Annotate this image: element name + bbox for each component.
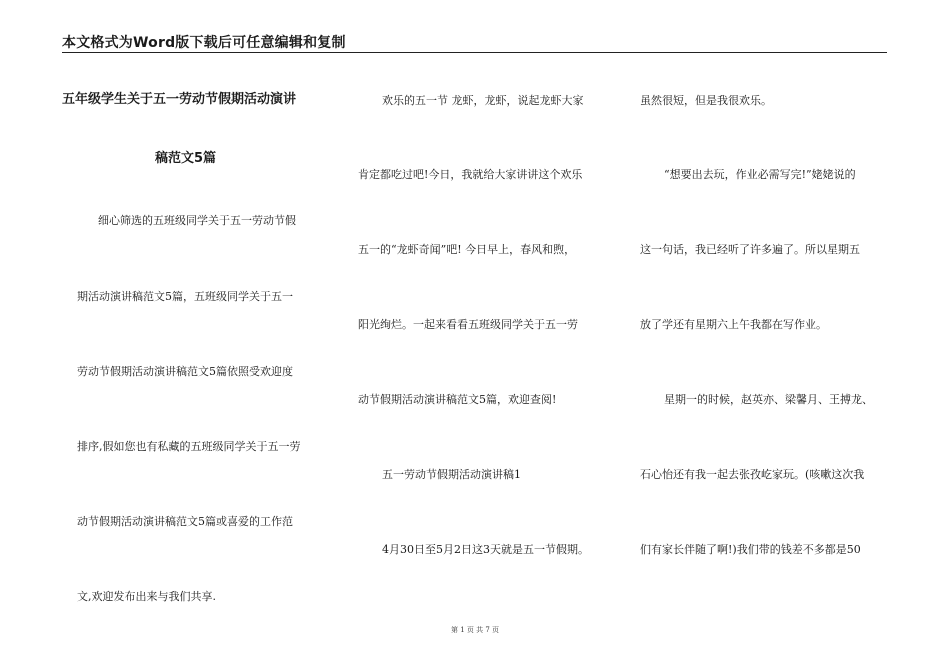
body-line: 细心筛选的五班级同学关于五一劳动节假 bbox=[98, 214, 296, 227]
body-line: 阳光绚烂。一起来看看五班级同学关于五一劳 bbox=[358, 318, 578, 331]
body-line: 劳动节假期活动演讲稿范文5篇依照受欢迎度 bbox=[77, 365, 293, 378]
body-line: “想要出去玩，作业必需写完!”姥姥说的 bbox=[664, 168, 856, 181]
body-line: 动节假期活动演讲稿范文5篇，欢迎查阅! bbox=[358, 393, 557, 406]
title-line-2: 稿范文5篇 bbox=[155, 151, 217, 166]
body-line: 期活动演讲稿范文5篇，五班级同学关于五一 bbox=[77, 290, 293, 303]
body-line: 动节假期活动演讲稿范文5篇或喜爱的工作范 bbox=[77, 515, 293, 528]
body-line: 石心怡还有我一起去张孜屹家玩。(咳嗽这次我 bbox=[640, 468, 865, 481]
body-line: 五一的“龙虾奇闻”吧! 今日早上，春风和煦， bbox=[358, 243, 576, 256]
body-line: 放了学还有星期六上午我都在写作业。 bbox=[640, 318, 827, 331]
body-line: 4月30日至5月2日这3天就是五一节假期。 bbox=[382, 543, 589, 556]
body-line: 们有家长伴随了啊!)我们带的钱差不多都是50 bbox=[640, 543, 861, 556]
document-header bbox=[62, 30, 887, 53]
body-line: 这一句话，我已经听了许多遍了。所以星期五 bbox=[640, 243, 860, 256]
body-line: 排序,假如您也有私藏的五班级同学关于五一劳 bbox=[77, 440, 301, 453]
section-heading: 五一劳动节假期活动演讲稿1 bbox=[382, 468, 521, 481]
title-line-1: 五年级学生关于五一劳动节假期活动演讲 bbox=[62, 92, 297, 107]
body-line: 星期一的时候，赵英亦、梁馨月、王搏龙、 bbox=[664, 393, 873, 406]
header-text: 本文格式为Word版下载后可任意编辑和复制 bbox=[62, 35, 346, 51]
body-line: 虽然很短，但是我很欢乐。 bbox=[640, 94, 772, 107]
body-line: 肯定都吃过吧!今日，我就给大家讲讲这个欢乐 bbox=[358, 168, 583, 181]
body-line: 文,欢迎发布出来与我们共享. bbox=[77, 590, 216, 603]
page-footer: 第 1 页 共 7 页 bbox=[450, 626, 500, 634]
body-line: 欢乐的五一节 龙虾，龙虾，说起龙虾大家 bbox=[382, 94, 584, 107]
